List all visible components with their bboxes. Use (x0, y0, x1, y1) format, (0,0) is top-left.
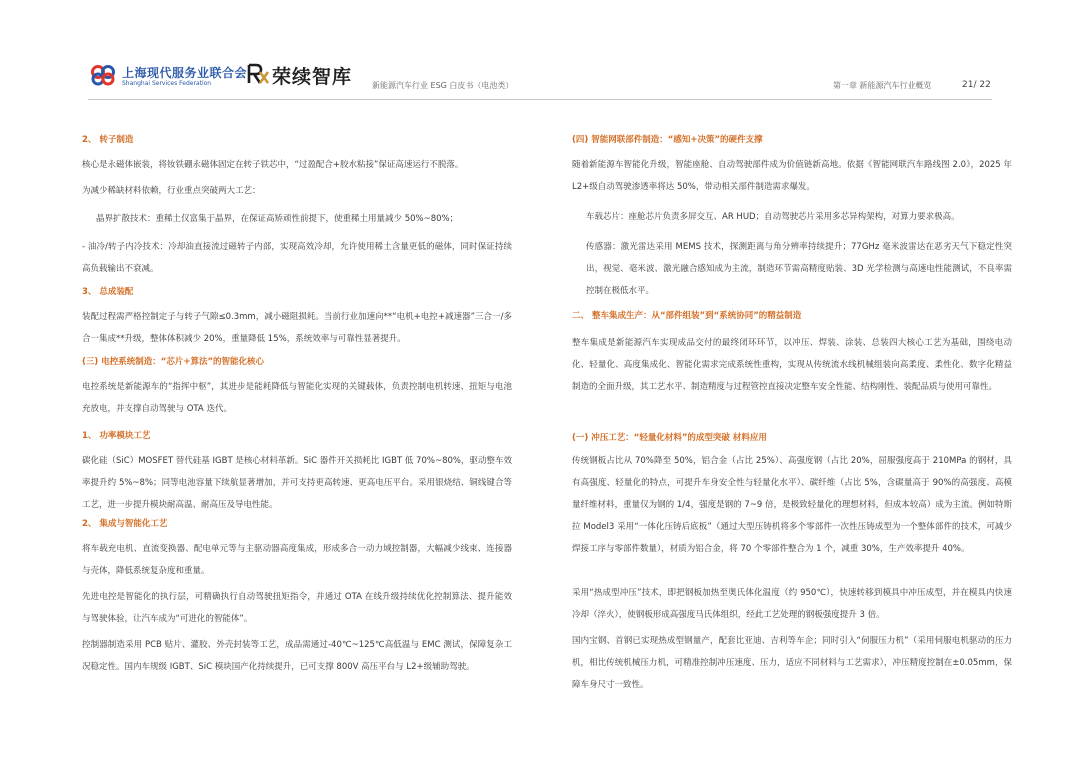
org-name: 上海现代服务业联合会 (122, 66, 248, 80)
section-heading: 二、 整车集成生产：从“部件组装”到“系统协同”的精益制造 (572, 311, 802, 321)
section-heading: 1、 功率模块工艺 (82, 431, 151, 441)
section-heading: (一) 冲压工艺：“轻量化材料”的成型突破 材料应用 (572, 433, 767, 443)
list-item: 晶界扩散技术：重稀土仅富集于晶界，在保证高矫顽性前提下，使重稀土用量减少 50%~80%； (96, 214, 459, 224)
section-heading: (三) 电控系统制造：“芯片+算法”的智能化核心 (82, 357, 265, 367)
paragraph: 采用“热成型冲压”技术，即把钢板加热至奥氏体化温度（约 950℃），快速转移到模具中冲压成型，并在模具内快速冷却（淬火），使钢板形成高强度马氏体组织，经此工艺处理的钢板强度提升 3 倍。 (572, 588, 1012, 620)
paragraph: 先进电控是智能化的执行层，可精确执行自动驾驶扭矩指令，并通过 OTA 在线升级持续优化控制算法、提升能效与驾驶体验，让汽车成为“可进化的智能体”。 (82, 592, 512, 624)
paragraph: 整车集成是新能源汽车实现成品交付的最终闭环环节，以冲压、焊装、涂装、总装四大核心工艺为基础，围绕电动化、轻量化、高度集成化、智能化需求完成系统性重构，实现从传统流水线机械组装向高柔度、柔性化、数字化精益制造的全面升级，其工艺水平、制造精度与过程管控直接决定整车安全性能、结构刚性、装配品质与使用可靠性。 (572, 338, 1012, 392)
chapter-title: 第一章 新能源汽车行业概览 (833, 81, 932, 90)
federation-logo-icon (90, 64, 116, 86)
rx-logo-icon (246, 62, 270, 86)
paragraph: 碳化硅（SiC）MOSFET 替代硅基 IGBT 是核心材料革新。SiC 器件开关损耗比 IGBT 低 70%~80%，驱动整车效率提升约 5%~8%；同等电池容量下续航显著增加，并可支持更高转速、更高电压平台。采用银烧结、铜线键合等工艺，进一步提升模块耐高温、耐高压及导电性能。 (82, 456, 512, 510)
org-name-en: Shanghai Services Federation (122, 80, 212, 87)
header-divider (88, 99, 992, 100)
list-item: 传感器：激光雷达采用 MEMS 技术，探测距离与角分辨率持续提升；77GHz 毫米波雷达在恶劣天气下稳定性突出，视觉、毫米波、激光融合感知成为主流，制造环节需高精度贴装、3D 光学检测与高速电性能测试，不良率需控制在极低水平。 (586, 242, 1012, 296)
paragraph: 控制器制造采用 PCB 贴片、灌胶、外壳封装等工艺，成品需通过-40℃~125℃高低温与 EMC 测试，保障复杂工况稳定性。国内车规级 IGBT、SiC 模块国产化持续提升，已可支撑 800V 高压平台与 L2+级辅助驾驶。 (82, 640, 512, 672)
section-heading: 2、 转子制造 (82, 135, 134, 145)
document-title: 新能源汽车行业 ESG 白皮书（电池类） (372, 81, 514, 90)
page-number: 21/ 22 (962, 80, 991, 90)
paragraph: 传统钢板占比从 70%降至 50%，铝合金（占比 25%）、高强度钢（占比 20%，屈服强度高于 210MPa 的钢材，具有高强度、轻量化的特点，可提升车身安全性与轻量化水平）、碳纤维（占比 5%，含碳量高于 90%的高强度、高模量纤维材料，重量仅为钢的 1/4，强度是钢的 7~9 倍，是极致轻量化的理想材料，但成本较高）成为主流。例如特斯拉 Model3 采用“一体化压铸后底板”（通过大型压铸机将多个零部件一次性压铸成型为一个整体部件的技术，可减少焊接工序与零部件数量），材质为铝合金，将 70 个零部件整合为 1 个，减重 30%，生产效率提升 40%。 (572, 456, 1012, 554)
paragraph: 随着新能源车智能化升级，智能座舱、自动驾驶部件成为价值链新高地。依据《智能网联汽车路线图 2.0》，2025 年 L2+级自动驾驶渗透率将达 50%，带动相关部件制造需求爆发。 (572, 160, 1012, 192)
page-header (0, 0, 1080, 100)
paragraph: 电控系统是新能源车的“指挥中枢”，其进步是能耗降低与智能化实现的关键载体，负责控制电机转速、扭矩与电池充放电，并支撑自动驾驶与 OTA 迭代。 (82, 382, 512, 414)
paragraph: 装配过程需严格控制定子与转子气隙≤0.3mm，减小磁阻损耗。当前行业加速向**“电机+电控+减速器”三合一/多合一集成**升级，整体体积减少 20%，重量降低 15%，系统效率与可靠性显著提升。 (82, 312, 512, 344)
section-heading: (四) 智能网联部件制造：“感知+决策”的硬件支撑 (572, 135, 763, 145)
list-item: 车载芯片：座舱芯片负责多屏交互、AR HUD；自动驾驶芯片采用多芯异构架构，对算力要求极高。 (586, 212, 960, 222)
brand-name: 荣续智库 (272, 66, 353, 88)
section-heading: 3、 总成装配 (82, 287, 134, 297)
paragraph: 国内宝钢、首钢已实现热成型钢量产，配套比亚迪、吉利等车企；同时引入“伺服压力机”（采用伺服电机驱动的压力机，相比传统机械压力机，可精准控制冲压速度、压力，适应不同材料与工艺需求），冲压精度控制在±0.05mm，保障车身尺寸一致性。 (572, 636, 1012, 690)
paragraph: 核心是永磁体嵌装，将钕铁硼永磁体固定在转子铁芯中，“过盈配合+胶水粘接”保证高速运行不脱落。 (82, 160, 464, 170)
paragraph: 将车载充电机、直流变换器、配电单元等与主驱动器高度集成，形成多合一动力域控制器，大幅减少线束、连接器与壳体，降低系统复杂度和重量。 (82, 544, 512, 576)
list-item: - 油冷/转子内冷技术：冷却油直接流过磁转子内部，实现高效冷却，允许使用稀土含量更低的磁体，同时保证持续高负载输出不衰减。 (82, 242, 512, 274)
section-heading: 2、 集成与智能化工艺 (82, 519, 168, 529)
paragraph: 为减少稀缺材料依赖，行业重点突破两大工艺： (82, 186, 261, 196)
